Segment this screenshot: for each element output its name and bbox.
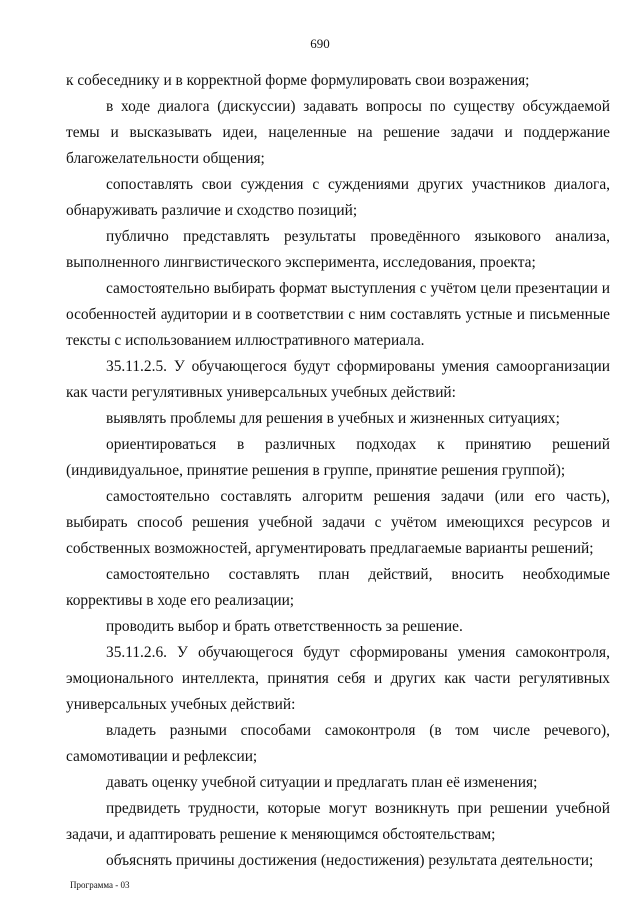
paragraph-16: объяснять причины достижения (недостижения) результата деятельности; [106, 852, 594, 869]
paragraph-7: выявлять проблемы для решения в учебных и жизненных ситуациях; [106, 410, 560, 427]
paragraph-5: самостоятельно выбирать формат выступления с учётом цели презентации и особенностей аудитории и в соответствии с ним составлять устные и письменные тексты с использованием иллюстративного материала. [66, 280, 610, 349]
page-number: 690 [310, 36, 330, 51]
section-heading-35-11-2-5: 35.11.2.5. У обучающегося будут сформированы умения самоорганизации как части регулятивных универсальных учебных действий: [66, 358, 610, 401]
paragraph-11: проводить выбор и брать ответственность за решение. [106, 618, 463, 635]
document-body [66, 68, 610, 874]
paragraph-3: сопоставлять свои суждения с суждениями других участников диалога, обнаруживать различие и сходство позиций; [66, 176, 610, 219]
paragraph-15: предвидеть трудности, которые могут возникнуть при решении учебной задачи, и адаптировать решение к меняющимся обстоятельствам; [66, 800, 610, 843]
paragraph-13: владеть разными способами самоконтроля (в том числе речевого), самомотивации и рефлексии; [66, 722, 610, 765]
paragraph-2: в ходе диалога (дискуссии) задавать вопросы по существу обсуждаемой темы и высказывать идеи, нацеленные на решение задачи и поддержание благожелательности общения; [66, 98, 610, 167]
paragraph-10: самостоятельно составлять план действий, вносить необходимые коррективы в ходе его реализации; [66, 566, 610, 609]
paragraph-1: к собеседнику и в корректной форме формулировать свои возражения; [66, 72, 530, 89]
section-heading-35-11-2-6: 35.11.2.6. У обучающегося будут сформированы умения самоконтроля, эмоционального интеллекта, принятия себя и других как части регулятивных универсальных учебных действий: [66, 644, 610, 713]
paragraph-14: давать оценку учебной ситуации и предлагать план её изменения; [106, 774, 538, 791]
paragraph-8: ориентироваться в различных подходах к принятию решений (индивидуальное, принятие решения в группе, принятие решения группой); [66, 436, 610, 479]
page-footer: Программа - 03 [70, 880, 130, 890]
paragraph-9: самостоятельно составлять алгоритм решения задачи (или его часть), выбирать способ решения учебной задачи с учётом имеющихся ресурсов и собственных возможностей, аргументировать предлагаемые варианты решений; [66, 488, 610, 557]
paragraph-4: публично представлять результаты проведённого языкового анализа, выполненного лингвистического эксперимента, исследования, проекта; [66, 228, 610, 271]
